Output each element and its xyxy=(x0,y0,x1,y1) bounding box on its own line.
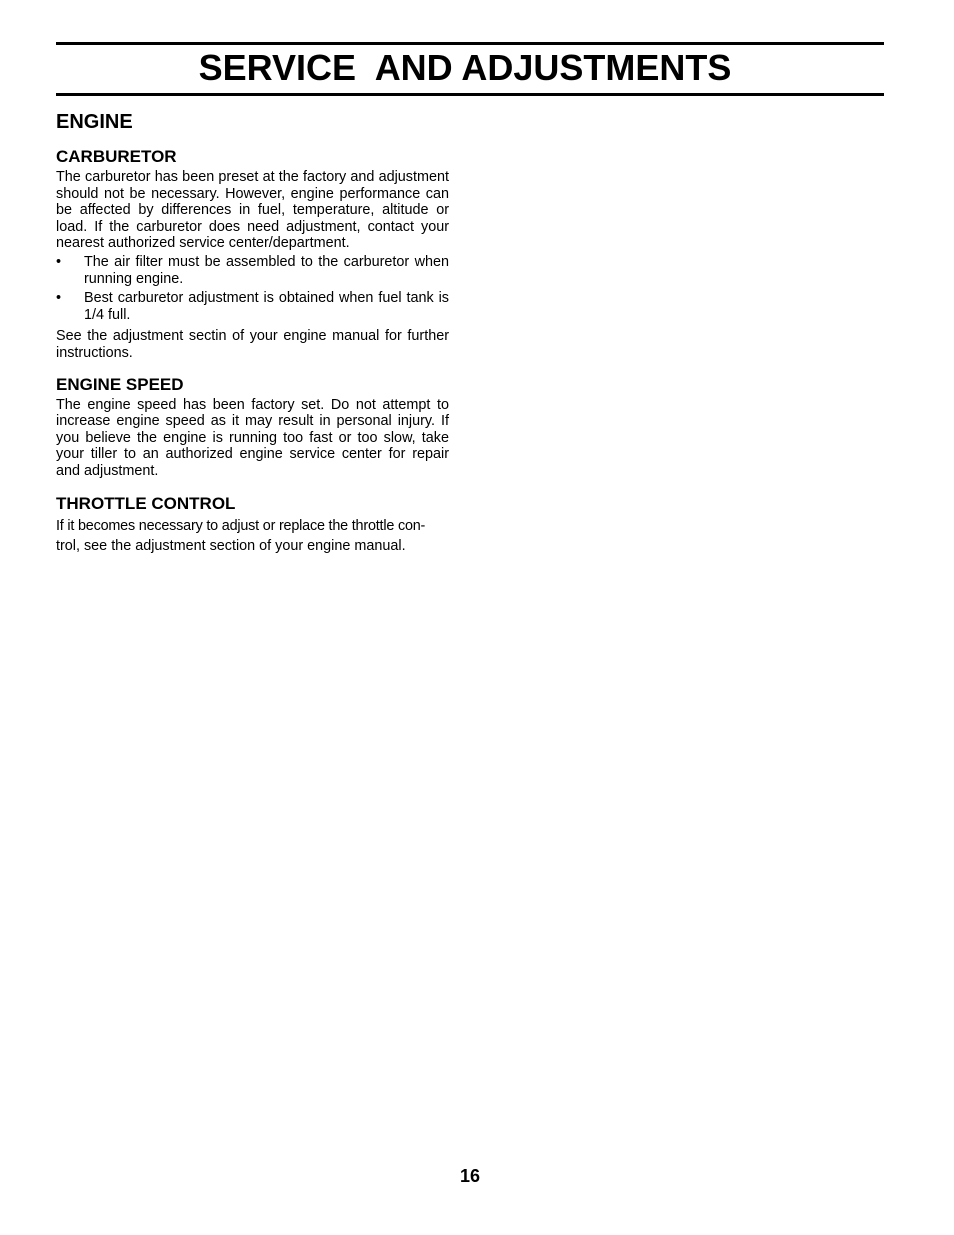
bullet-icon: • xyxy=(56,290,62,307)
carburetor-outro: See the adjustment sectin of your engine manual for further instructions. xyxy=(56,328,449,361)
engine-speed-section xyxy=(56,374,449,480)
header-bottom-rule xyxy=(56,93,884,96)
throttle-control-line-2: trol, see the adjustment section of your engine manual. xyxy=(56,537,406,554)
throttle-control-line-1: If it becomes necessary to adjust or replace the throttle con- xyxy=(56,517,426,534)
page-number: 16 xyxy=(459,1166,481,1186)
bullet-text: Best carburetor adjustment is obtained when fuel tank is 1/4 full. xyxy=(84,290,449,323)
bullet-icon: • xyxy=(56,253,62,270)
list-item xyxy=(56,254,449,287)
carburetor-section xyxy=(56,146,449,362)
section-heading-engine: ENGINE xyxy=(56,111,133,133)
content-column xyxy=(56,110,449,556)
carburetor-bullet-list xyxy=(56,254,449,323)
bullet-text: The air filter must be assembled to the carburetor when running engine. xyxy=(84,253,449,287)
sub-heading-engine-speed: ENGINE SPEED xyxy=(56,374,184,394)
sub-heading-carburetor: CARBURETOR xyxy=(56,147,177,166)
list-item xyxy=(56,290,449,323)
throttle-control-section xyxy=(56,493,449,556)
page-title: SERVICE AND ADJUSTMENTS xyxy=(198,47,732,88)
header-top-rule xyxy=(56,42,884,45)
sub-heading-throttle-control: THROTTLE CONTROL xyxy=(56,493,236,513)
carburetor-intro: The carburetor has been preset at the factory and adjustment should not be necessary. However, engine performance can be affected by differences in fuel, temperature, altitude or load. If the carburetor does need adjustment, contact your nearest authorized service center/department. xyxy=(56,169,449,252)
engine-speed-text: The engine speed has been factory set. Do not attempt to increase engine speed as it may result in personal injury. If you believe the engine is running too fast or too slow, take your tiller to an authorized engine service center for repair and adjustment. xyxy=(56,396,449,479)
